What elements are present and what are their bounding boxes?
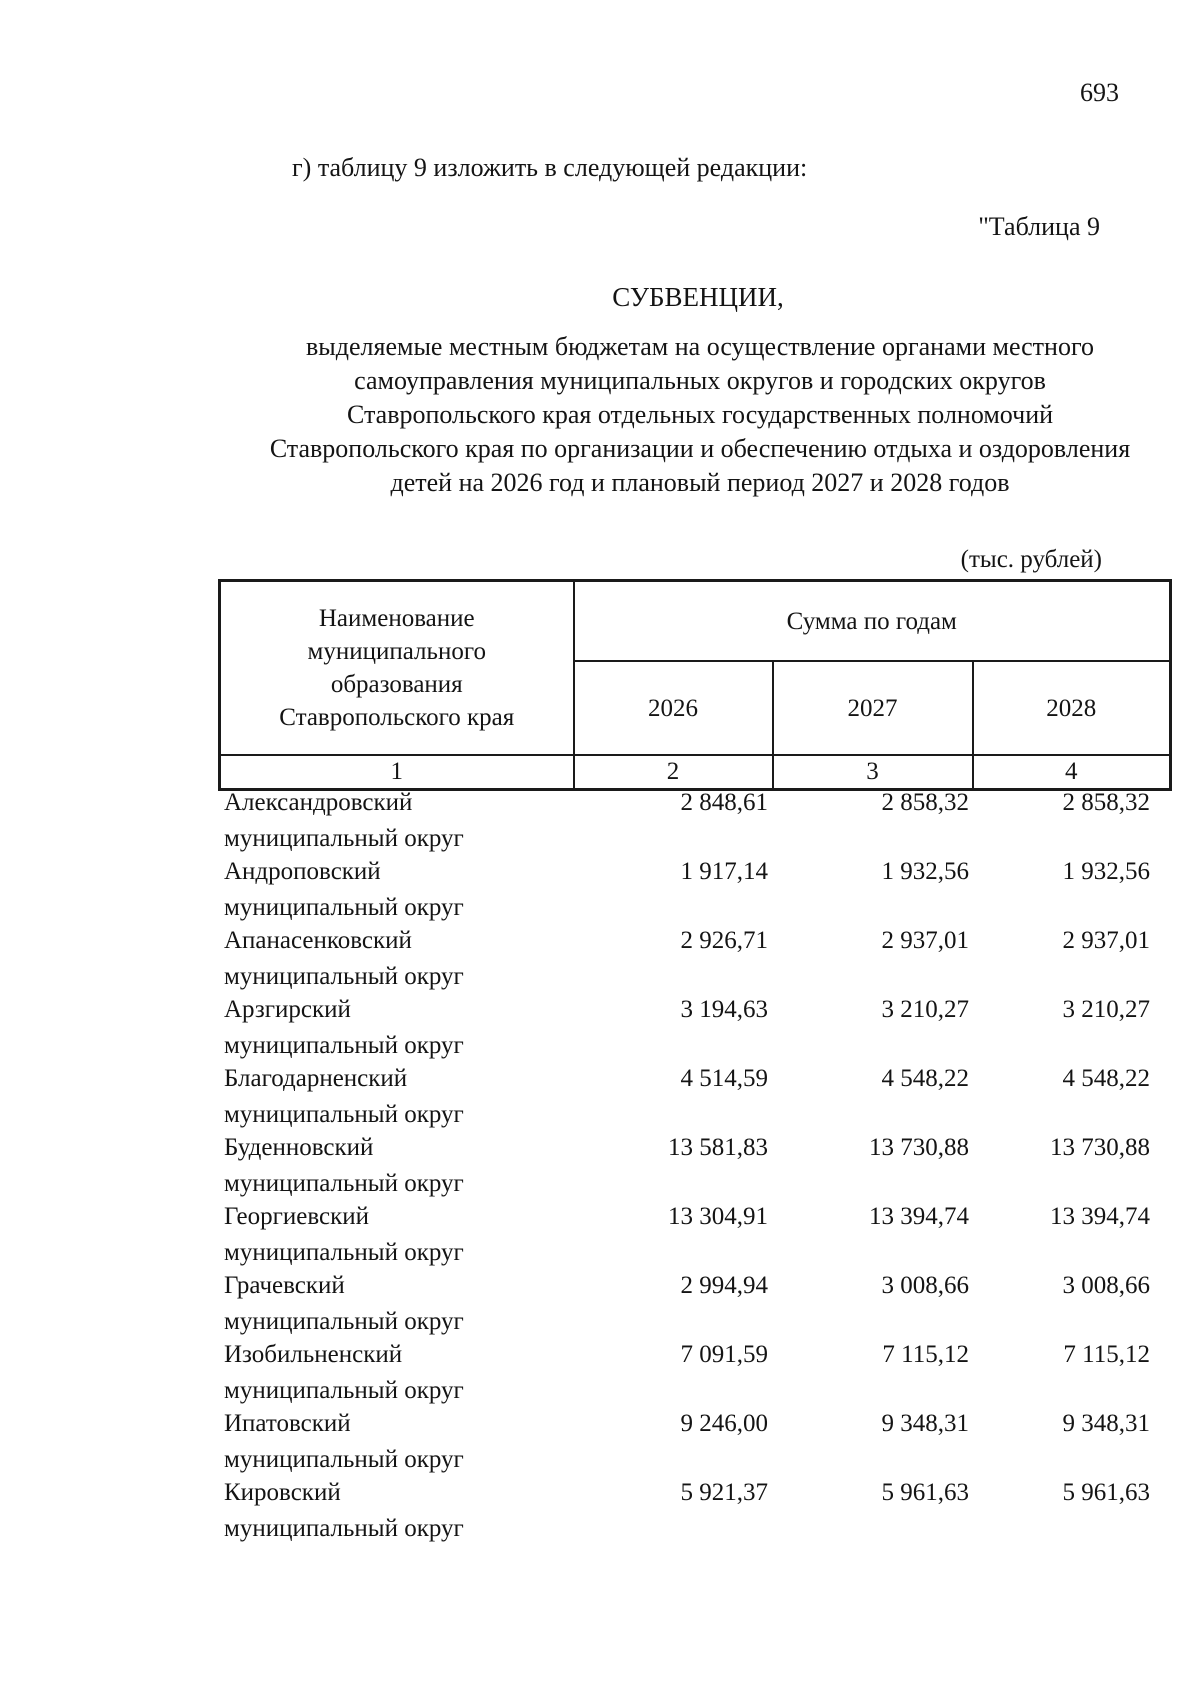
table-row	[224, 1268, 1169, 1337]
municipality-title: Александровский	[224, 789, 413, 816]
value-2028: 3 210,27	[1062, 996, 1150, 1023]
value-2027: 1 932,56	[881, 858, 969, 885]
municipality-name	[224, 1199, 464, 1271]
value-2026: 13 304,91	[668, 1203, 768, 1230]
municipality-type: муниципальный округ	[224, 1032, 464, 1059]
value-2027: 13 730,88	[869, 1134, 969, 1161]
municipality-title: Кировский	[224, 1479, 341, 1506]
table-row	[224, 1130, 1169, 1199]
municipality-type: муниципальный округ	[224, 1377, 464, 1404]
municipality-name	[224, 785, 464, 857]
municipality-type: муниципальный округ	[224, 1308, 464, 1335]
municipality-type: муниципальный округ	[224, 1515, 464, 1542]
municipality-name	[224, 1268, 464, 1340]
header-line: муниципального	[307, 638, 486, 665]
document-title: СУБВЕНЦИИ,	[612, 282, 784, 312]
header-line: Наименование	[318, 605, 475, 632]
value-2026: 3 194,63	[680, 996, 768, 1023]
column-number: 2	[574, 755, 773, 790]
value-2028: 7 115,12	[1063, 1341, 1150, 1368]
table-row	[224, 1061, 1169, 1130]
header-line: Ставропольского края	[279, 704, 515, 731]
subtitle-line: самоуправления муниципальных округов и городских округов	[354, 366, 1046, 395]
table-row	[224, 923, 1169, 992]
value-2027: 13 394,74	[869, 1203, 969, 1230]
value-2026: 1 917,14	[680, 858, 768, 885]
header-sum-by-years: Сумма по годам	[574, 581, 1171, 662]
header-year-2028: 2028	[973, 661, 1171, 755]
value-2026: 2 994,94	[680, 1272, 768, 1299]
value-2028: 13 730,88	[1050, 1134, 1150, 1161]
value-2028: 2 937,01	[1062, 927, 1150, 954]
municipality-title: Ипатовский	[224, 1410, 351, 1437]
municipality-type: муниципальный округ	[224, 1101, 464, 1128]
municipality-name	[224, 854, 464, 926]
municipality-title: Андроповский	[224, 858, 381, 885]
page-number: 693	[1080, 78, 1119, 107]
value-2026: 2 926,71	[680, 927, 768, 954]
municipality-name	[224, 923, 464, 995]
table-row	[224, 1199, 1169, 1268]
value-2028: 3 008,66	[1062, 1272, 1150, 1299]
value-2026: 7 091,59	[680, 1341, 768, 1368]
municipality-name	[224, 1337, 464, 1409]
value-2027: 2 937,01	[881, 927, 969, 954]
subtitle-line: выделяемые местным бюджетам на осуществление органами местного	[306, 332, 1094, 361]
column-number: 3	[773, 755, 973, 790]
municipality-type: муниципальный округ	[224, 1239, 464, 1266]
municipality-name	[224, 992, 464, 1064]
header-line: образования	[330, 671, 463, 698]
table-row	[224, 785, 1169, 854]
value-2026: 5 921,37	[680, 1479, 768, 1506]
municipality-title: Апанасенковский	[224, 927, 412, 954]
value-2027: 9 348,31	[881, 1410, 969, 1437]
header-municipality	[220, 581, 574, 756]
value-2026: 13 581,83	[668, 1134, 768, 1161]
municipality-type: муниципальный округ	[224, 825, 464, 852]
table-row	[224, 1406, 1169, 1475]
value-2028: 4 548,22	[1062, 1065, 1150, 1092]
units-label: (тыс. рублей)	[960, 546, 1102, 573]
value-2028: 2 858,32	[1062, 789, 1150, 816]
municipality-title: Арзгирский	[224, 996, 351, 1023]
municipality-name	[224, 1130, 464, 1202]
subtitle-line: Ставропольского края по организации и обеспечению отдыха и оздоровления	[269, 434, 1131, 463]
municipality-title: Буденновский	[224, 1134, 374, 1161]
municipality-name	[224, 1475, 464, 1547]
table-body	[224, 785, 1169, 1544]
municipality-name	[224, 1406, 464, 1478]
table-row	[224, 854, 1169, 923]
column-number: 4	[973, 755, 1171, 790]
subtitle-line: Ставропольского края отдельных государственных полномочий	[346, 400, 1054, 429]
municipality-title: Благодарненский	[224, 1065, 408, 1092]
value-2028: 9 348,31	[1062, 1410, 1150, 1437]
header-year-2027: 2027	[773, 661, 973, 755]
table-row	[224, 1337, 1169, 1406]
municipality-type: муниципальный округ	[224, 963, 464, 990]
value-2026: 4 514,59	[680, 1065, 768, 1092]
municipality-type: муниципальный округ	[224, 1446, 464, 1473]
municipality-title: Георгиевский	[224, 1203, 370, 1230]
value-2026: 9 246,00	[680, 1410, 768, 1437]
value-2027: 7 115,12	[882, 1341, 969, 1368]
municipality-title: Грачевский	[224, 1272, 345, 1299]
header-year-2026: 2026	[574, 661, 773, 755]
table-row	[224, 992, 1169, 1061]
municipality-title: Изобильненский	[224, 1341, 403, 1368]
instruction-text: г) таблицу 9 изложить в следующей редакции:	[292, 153, 808, 182]
value-2028: 13 394,74	[1050, 1203, 1150, 1230]
municipality-name	[224, 1061, 464, 1133]
value-2028: 1 932,56	[1062, 858, 1150, 885]
value-2027: 5 961,63	[881, 1479, 969, 1506]
subtitle-line: детей на 2026 год и плановый период 2027 и 2028 годов	[390, 468, 1010, 497]
table-header	[218, 579, 1172, 791]
column-number: 1	[220, 755, 574, 790]
value-2027: 3 210,27	[881, 996, 969, 1023]
value-2027: 2 858,32	[881, 789, 969, 816]
table-label: "Таблица 9	[978, 212, 1100, 241]
value-2027: 3 008,66	[881, 1272, 969, 1299]
value-2028: 5 961,63	[1062, 1479, 1150, 1506]
value-2027: 4 548,22	[881, 1065, 969, 1092]
document-subtitle	[210, 330, 1190, 500]
table-row	[224, 1475, 1169, 1544]
municipality-type: муниципальный округ	[224, 894, 464, 921]
municipality-type: муниципальный округ	[224, 1170, 464, 1197]
value-2026: 2 848,61	[680, 789, 768, 816]
